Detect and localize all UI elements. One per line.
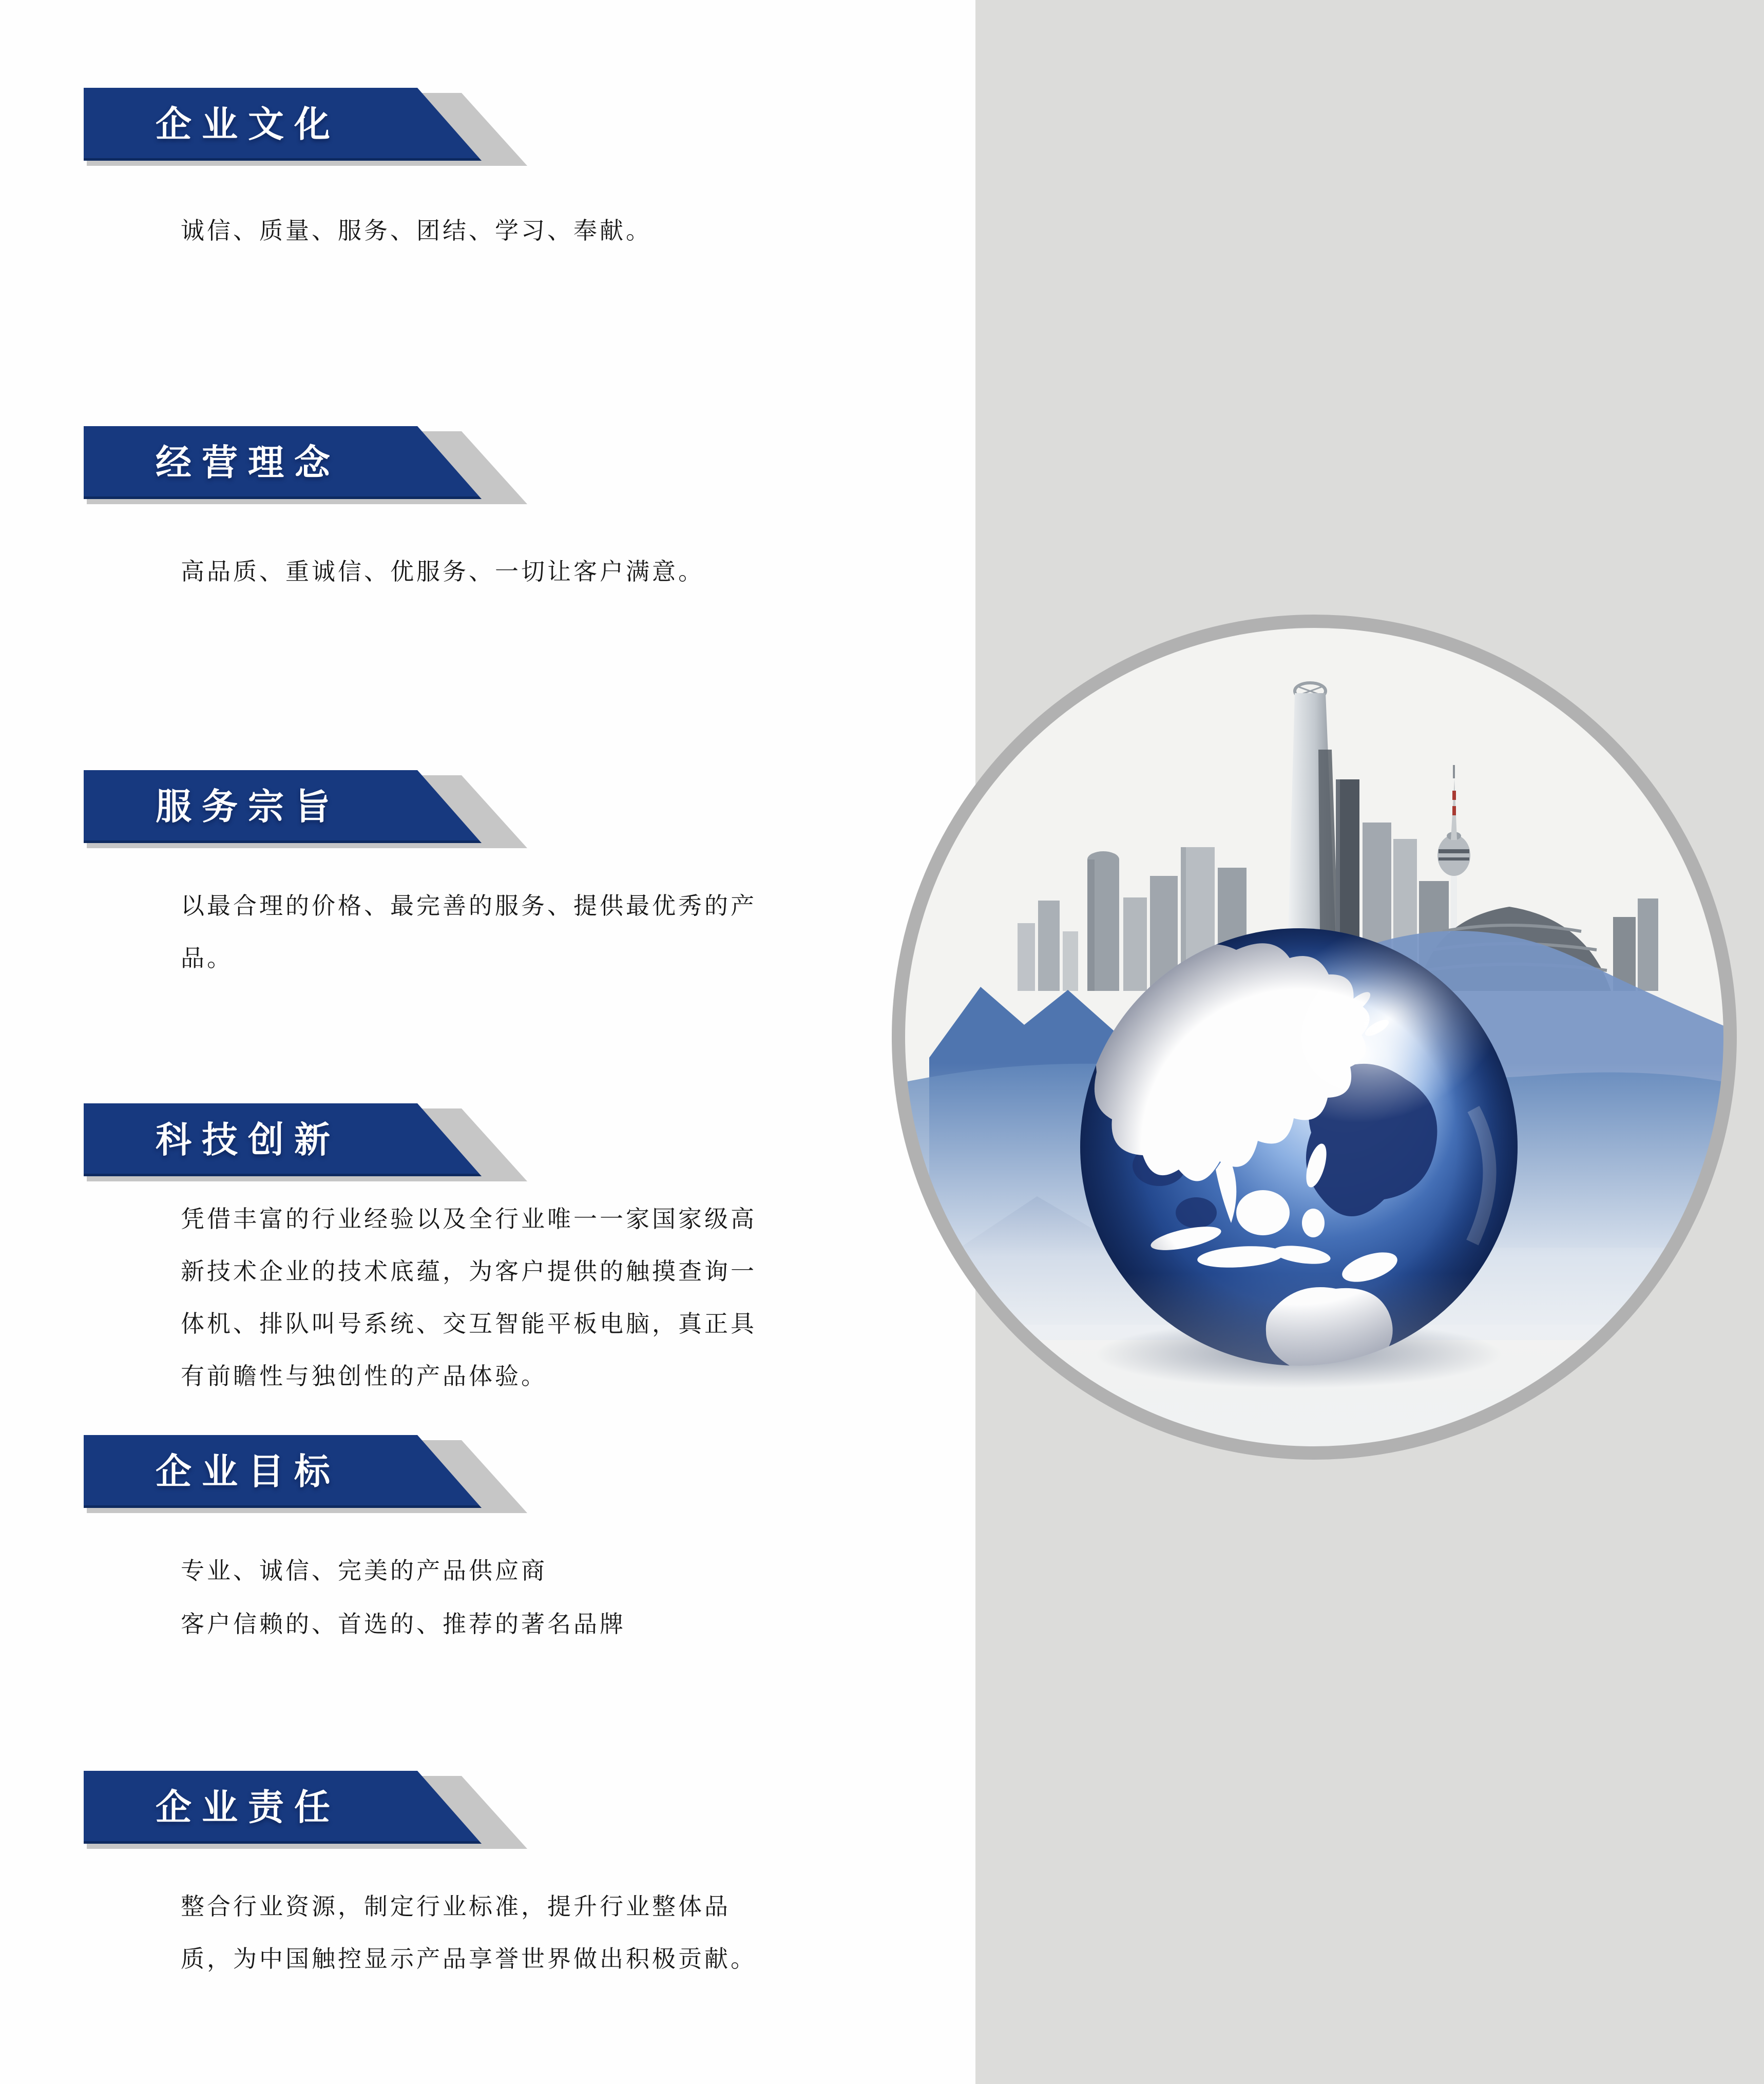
section-title: 企业目标 <box>156 1451 340 1492</box>
service-paragraph: 以最合理的价格、最完善的服务、提供最优秀的产品。 <box>181 892 757 971</box>
philosophy-paragraph: 高品质、重诚信、优服务、一切让客户满意。 <box>181 558 704 585</box>
section-title: 企业文化 <box>156 104 340 144</box>
globe-city-artwork <box>868 590 1761 1484</box>
section-title: 服务宗旨 <box>156 787 340 827</box>
innovation-paragraph: 凭借丰富的行业经验以及全行业唯一一家国家级高新技术企业的技术底蕴，为客户提供的触摸查询一体机、排队叫号系统、交互智能平板电脑，真正具有前瞻性与独创性的产品体验。 <box>181 1206 757 1389</box>
section-banner-culture <box>84 88 535 170</box>
goal-paragraph-line2: 客户信赖的、首选的、推荐的著名品牌 <box>181 1611 626 1637</box>
section-banner-service <box>84 770 535 852</box>
round-top-tower <box>1087 851 1119 991</box>
section-banner-goal <box>84 1435 535 1517</box>
section-banner-innovation <box>84 1103 535 1186</box>
section-title: 企业责任 <box>156 1787 340 1827</box>
section-title: 经营理念 <box>156 443 340 483</box>
responsibility-paragraph: 整合行业资源，制定行业标准，提升行业整体品质，为中国触控显示产品享誉世界做出积极贡献。 <box>181 1893 757 1972</box>
section-title: 科技创新 <box>156 1120 340 1160</box>
section-banner-responsibility <box>84 1771 535 1853</box>
section-banner-philosophy <box>84 426 535 508</box>
goal-paragraph-line1: 专业、诚信、完美的产品供应商 <box>181 1557 547 1584</box>
culture-paragraph: 诚信、质量、服务、团结、学习、奉献。 <box>181 217 652 244</box>
